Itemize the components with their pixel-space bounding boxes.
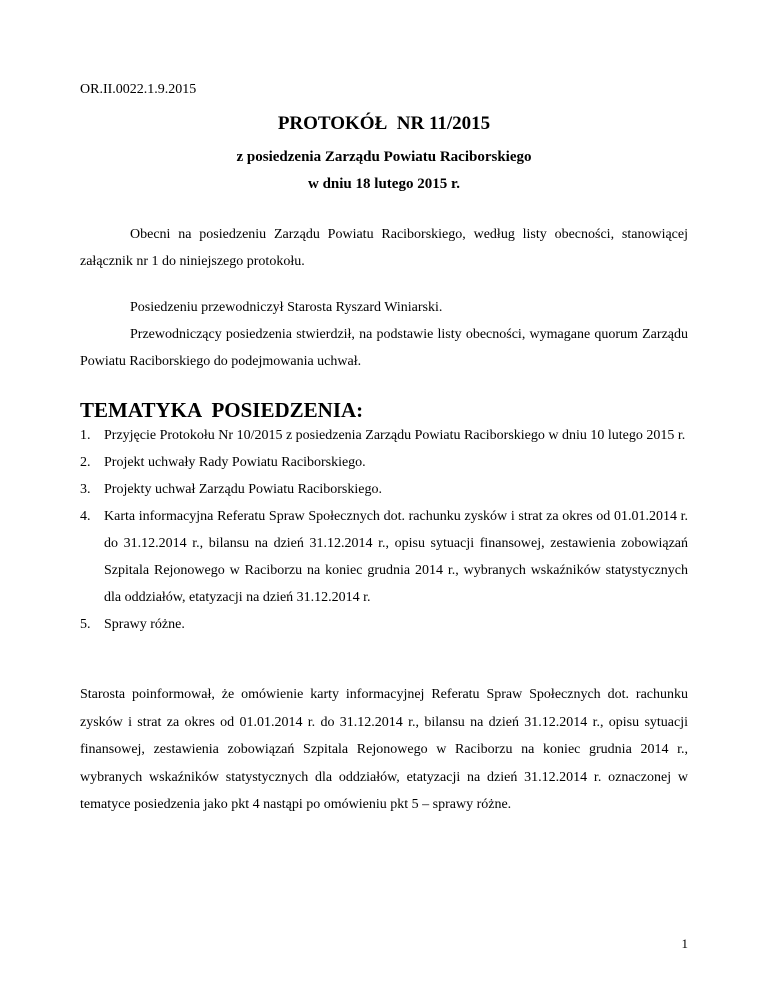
agenda-item — [80, 476, 688, 503]
agenda-item-text: Projekt uchwały Rady Powiatu Raciborskiego. — [104, 455, 366, 470]
agenda-item-number: 5. — [80, 617, 91, 632]
agenda-item-number: 4. — [80, 509, 91, 524]
agenda-item — [80, 449, 688, 476]
agenda-list — [80, 422, 688, 638]
chair-paragraph: Posiedzeniu przewodniczył Starosta Ryszard Winiarski. — [130, 300, 443, 315]
agenda-item-text: Sprawy różne. — [104, 617, 185, 632]
agenda-item — [80, 422, 688, 449]
agenda-item-number: 1. — [80, 428, 91, 443]
agenda-item-text: Przyjęcie Protokołu Nr 10/2015 z posiedzenia Zarządu Powiatu Raciborskiego w dniu 10 lutego 2015 r. — [104, 428, 686, 443]
agenda-item-text: Karta informacyjna Referatu Spraw Społecznych dot. rachunku zysków i strat za okres od 01.01.2014 r. do 31.12.2014 r., bilansu na dzień 31.12.2014 r., opisu sytuacji finansowej, zestawienia zobowiązań Szpitala Rejonowego w Raciborzu na koniec grudnia 2014 r., wybranych wskaźników statystycznych dla oddziałów, etatyzacji na dzień 31.12.2014 r. — [104, 509, 688, 605]
agenda-item — [80, 503, 688, 611]
document-subtitle-line2: w dniu 18 lutego 2015 r. — [308, 176, 460, 192]
closing-paragraph: Starosta poinformował, że omówienie karty informacyjnej Referatu Spraw Społecznych dot. rachunku zysków i strat za okres od 01.01.2014 r. do 31.12.2014 r., bilansu na dzień 31.12.2014 r., opisu sytuacji finansowej, zestawienia zobowiązań Szpitala Rejonowego w Raciborzu na koniec grudnia 2014 r., wybranych wskaźników statystycznych dla oddziałów, etatyzacji na dzień 31.12.2014 r. oznaczonej w tematyce posiedzenia jako pkt 4 nastąpi po omówieniu pkt 5 – sprawy różne. — [80, 687, 688, 812]
agenda-item — [80, 611, 688, 638]
document-reference: OR.II.0022.1.9.2015 — [80, 82, 197, 97]
agenda-item-number: 2. — [80, 455, 91, 470]
agenda-item-number: 3. — [80, 482, 91, 497]
page-number: 1 — [681, 936, 688, 951]
quorum-paragraph: Przewodniczący posiedzenia stwierdził, na podstawie listy obecności, wymagane quorum Zarządu Powiatu Raciborskiego do podejmowania uchwał. — [80, 327, 688, 369]
document-title: PROTOKÓŁ NR 11/2015 — [277, 113, 491, 134]
agenda-item-text: Projekty uchwał Zarządu Powiatu Raciborskiego. — [104, 482, 382, 497]
document-subtitle-line1: z posiedzenia Zarządu Powiatu Raciborskiego — [236, 149, 532, 165]
agenda-heading: TEMATYKA POSIEDZENIA: — [80, 398, 364, 422]
attendance-paragraph: Obecni na posiedzeniu Zarządu Powiatu Raciborskiego, według listy obecności, stanowiącej załącznik nr 1 do niniejszego protokołu. — [80, 227, 688, 269]
